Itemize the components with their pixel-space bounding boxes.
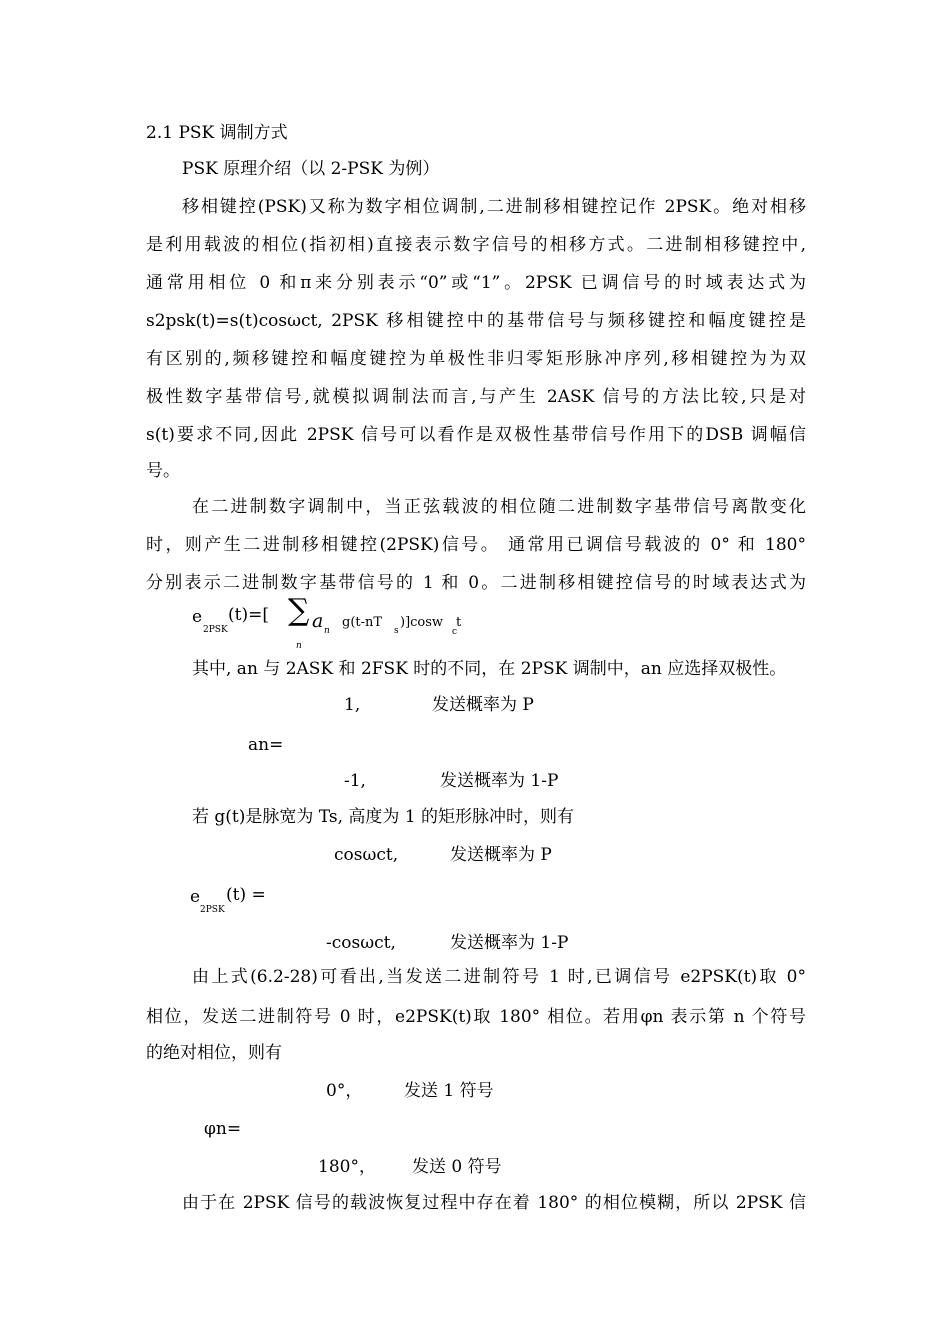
e-case1-condition: 发送概率为 P xyxy=(450,845,552,865)
para1-line: s(t)要求不同,因此 2PSK 信号可以看作是双极性基带信号作用下的DSB 调幅信 xyxy=(146,425,806,445)
para2-line: 在二进制数字调制中，当正弦载波的相位随二进制数字基带信号离散变化 xyxy=(192,497,806,517)
an-case2-value: -1, xyxy=(344,771,366,791)
para1-line: 极性数字基带信号,就模拟调制法而言,与产生 2ASK 信号的方法比较,只是对 xyxy=(146,387,806,407)
para1-line: 移相键控(PSK)又称为数字相位调制,二进制移相键控记作 2PSK。绝对相移 xyxy=(182,197,806,217)
para2-line: 分别表示二进制数字基带信号的 1 和 0。二进制移相键控信号的时域表达式为 xyxy=(146,573,806,593)
para1-line: 有区别的,频移键控和幅度键控为单极性非归零矩形脉冲序列,移相键控为为双 xyxy=(146,349,806,369)
para3-line: 的绝对相位，则有 xyxy=(146,1043,282,1063)
phi-case1-value: 0°， xyxy=(326,1081,363,1101)
e-label-subscript: 2PSK xyxy=(200,905,225,915)
formula-e: e xyxy=(192,607,203,627)
para1-line: 是利用载波的相位(指初相)直接表示数字信号的相移方式。二进制相移键控中, xyxy=(146,235,806,255)
formula-t-subscript: c xyxy=(452,627,458,637)
formula-lhs: (t)=[ xyxy=(228,605,269,625)
an-case1-value: 1, xyxy=(344,695,361,715)
para1-line: 通常用相位 0 和π来分别表示“0”或“1”。2PSK 已调信号的时域表达式为 xyxy=(146,273,806,293)
section-heading: 2.1 PSK 调制方式 xyxy=(146,123,288,143)
formula-a-subscript: n xyxy=(324,626,330,636)
para4-line: 由于在 2PSK 信号的载波恢复过程中存在着 180° 的相位模糊，所以 2PSK 信 xyxy=(182,1193,806,1213)
gt-line: 若 g(t)是脉宽为 Ts, 高度为 1 的矩形脉冲时，则有 xyxy=(192,807,575,827)
e-case2-value: -cosωct, xyxy=(326,933,396,953)
formula-a: a xyxy=(312,610,324,632)
phi-case1-condition: 发送 1 符号 xyxy=(404,1081,494,1101)
formula-t: t xyxy=(456,615,462,630)
e-label: e xyxy=(190,887,201,907)
e-case2-condition: 发送概率为 1-P xyxy=(450,933,569,953)
formula-sum-subscript: n xyxy=(296,641,302,651)
where-line: 其中, an 与 2ASK 和 2FSK 时的不同，在 2PSK 调制中，an 应选择双极性。 xyxy=(192,659,787,679)
para1-line: s2psk(t)=s(t)cosωct, 2PSK 移相键控中的基带信号与频移键控和幅度键控是 xyxy=(146,311,806,331)
para3-line: 相位，发送二进制符号 0 时，e2PSK(t)取 180° 相位。若用φn 表示第 n 个符号 xyxy=(146,1007,806,1027)
formula-g-subscript: s xyxy=(394,626,399,636)
para3-line: 由上式(6.2-28)可看出,当发送二进制符号 1 时,已调信号 e2PSK(t)取 0° xyxy=(192,967,806,987)
phi-label: φn= xyxy=(204,1119,242,1139)
an-case2-condition: 发送概率为 1-P xyxy=(440,771,559,791)
e-label-rest: (t) = xyxy=(226,885,266,905)
an-case1-condition: 发送概率为 P xyxy=(432,695,534,715)
intro-title: PSK 原理介绍（以 2-PSK 为例） xyxy=(182,159,440,179)
e-case1-value: cosωct, xyxy=(334,845,399,865)
an-label: an= xyxy=(248,735,284,755)
phi-case2-value: 180°， xyxy=(318,1157,376,1177)
sigma-symbol: ∑ xyxy=(288,593,310,628)
formula-tail: )]cosw xyxy=(400,615,444,630)
formula-e-subscript: 2PSK xyxy=(203,625,228,635)
para2-line: 时，则产生二进制移相键控(2PSK)信号。 通常用已调信号载波的 0° 和 180° xyxy=(146,535,806,555)
formula-g-term: g(t-nT xyxy=(342,615,383,630)
para1-line: 号。 xyxy=(146,461,180,481)
phi-case2-condition: 发送 0 符号 xyxy=(412,1157,502,1177)
